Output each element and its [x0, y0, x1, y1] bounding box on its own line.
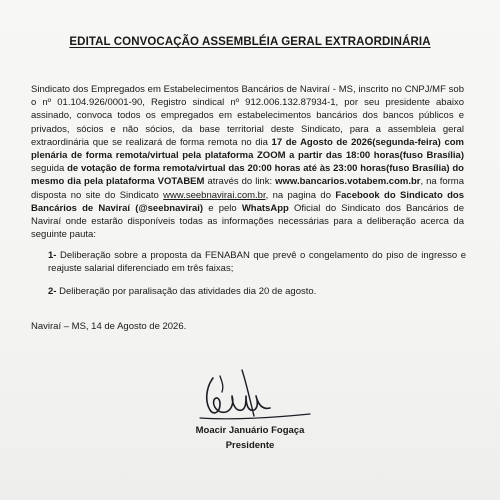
convocation-paragraph [31, 83, 464, 241]
agenda-item-number: 1- [48, 250, 57, 261]
agenda-item-1 [48, 249, 466, 275]
whatsapp-bold: WhatsApp [241, 202, 289, 214]
handwritten-signature [180, 366, 320, 426]
agenda-item-text: Deliberação sobre a proposta da FENABAN que prevê o congelamento do piso de ingresso e reajuste salarial diferenciado em três faixas; [48, 250, 466, 275]
agenda-item-number: 2- [48, 286, 57, 297]
paragraph-text-1: Sindicato dos Empregados em Estabelecimentos Bancários de Naviraí - MS, inscrito no CNPJ/MF sob o nº 01.104.926/0001-90, Registro sindical nº 912.006.132.87934-1, por seu presidente abaixo assinado, convoca todos os empregados em estabelecimentos bancários dos bancos públicos e privados, sócios e não sócios, da base territorial deste Sindicato, para a assembleia geral extraordinária que se realizará de forma remota no dia [31, 84, 464, 148]
paragraph-text-2: seguida [31, 163, 68, 175]
meeting-date-bold: 17 de Agosto de 2026(segunda-feira) com plenária de forma remota/virtual pela plataforma ZOOM a partir das 18:00 horas(fuso Brasília) [31, 136, 464, 162]
agenda-item-text: Deliberação por paralisação das atividades dia 20 de agosto. [56, 286, 317, 297]
union-site-link[interactable]: www.seebnavirai.com.br [163, 189, 266, 201]
paragraph-text-5: , na pagina do [265, 189, 336, 201]
paragraph-text-4: , na forma disposta no site do Sindicato [31, 176, 465, 201]
voting-time-bold: de votação de forma remota/virtual das 20:00 horas até às 23:00 horas(fuso Brasília) do mesmo dia pela plataforma VOTABEM [31, 163, 464, 188]
document-title-text: EDITAL CONVOCAÇÃO ASSEMBLÉIA GERAL EXTRAORDINÁRIA [69, 36, 431, 48]
signer-name: Moacir Januário Fogaça [195, 425, 305, 436]
paragraph-text-3: através do link: [204, 176, 276, 188]
facebook-page-bold: Facebook do Sindicato dos Bancários de Naviraí (@seebnavirai) [31, 189, 465, 214]
voting-link[interactable]: www.bancarios.votabem.com.br [275, 176, 421, 188]
document-title [0, 36, 500, 48]
paragraph-text-6: e pelo [203, 202, 242, 214]
place-and-date: Naviraí – MS, 14 de Agosto de 2026. [31, 321, 187, 332]
signer-role: Presidente [225, 440, 275, 451]
agenda-item-2 [48, 285, 466, 298]
paragraph-text-7: Oficial do Sindicato dos Bancários de Naviraí onde estarão disponíveis todas as informações necessárias para a deliberação acerca da seguinte pauta: [31, 202, 464, 241]
